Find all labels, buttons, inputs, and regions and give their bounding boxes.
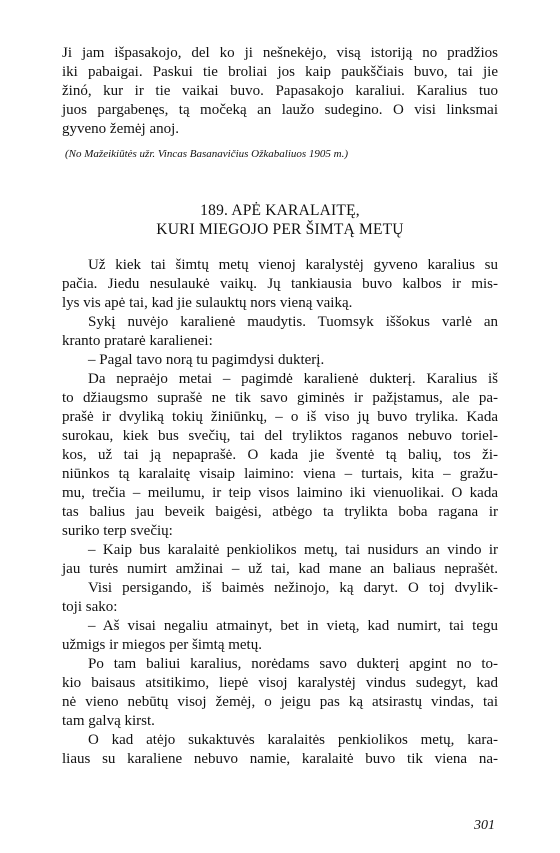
source-note: (No Mažeikiūtės užr. Vincas Basanavičius Ožkabaliuos 1905 m.) — [65, 148, 349, 160]
text-line: Da nepraėjo metai – pagimdė karalienė dukterį. Karalius iš — [88, 371, 498, 387]
tale-title-line-1: 189. APĖ KARALAITĘ, — [200, 202, 360, 219]
text-line: Ji jam išpasakojo, del ko ji nešnekėjo, visą istoriją no pradžios — [62, 45, 498, 61]
text-line: – Kaip bus karalaitė penkiolikos metų, tai nusidurs an vindo ir — [88, 542, 498, 558]
text-line: juos pargabenęs, tą močeką an laužo sudegino. O visi linksmai — [62, 102, 498, 118]
text-line: pačia. Jiedu nesulaukė vaikų. Jų tankiausia buvo kalbos ir mis- — [62, 276, 498, 292]
text-line: gyveno žemėj anoj. — [62, 121, 180, 137]
text-line: niūnkos tą karalaitę visaip laimino: viena – turtais, kita – gražu- — [62, 466, 498, 482]
text-line: žinó, kur ir tie vaikai buvo. Papasakojo karaliui. Karalius tuo — [62, 83, 498, 99]
text-line: nė vieno nebūtų visoj žemėj, o jeigu pas ką atsirastų vindas, tai — [62, 694, 498, 710]
text-line: prašė ir dvyliką tokių žiniūnkų, – o iš viso jų buvo trylika. Kada — [62, 409, 498, 425]
text-line: mu, trečia – meilumu, ir teip visos laimino iki vienuolikai. O kada — [62, 485, 498, 501]
text-line: kranto pratarė karalienei: — [62, 333, 213, 349]
text-line: O kad atėjo sukaktuvės karalaitės penkiolikos metų, kara- — [88, 732, 498, 748]
text-line: Už kiek tai šimtų metų vienoj karalystėj gyveno karalius su — [88, 257, 498, 273]
text-line: liaus su karaliene nebuvo namie, karalaitė buvo tik viena na- — [62, 751, 498, 767]
text-line: Sykį nuvėjo karalienė maudytis. Tuomsyk iššokus varlė an — [88, 314, 498, 330]
text-line: kos, už tai ją nepaprašė. O kada jie šventė tą balių, tos ži- — [62, 447, 498, 463]
text-line: – Pagal tavo norą tu pagimdysi dukterį. — [88, 352, 325, 368]
text-line: Po tam baliui karalius, norėdams savo dukterį apgint no to- — [88, 656, 498, 672]
text-line: surokau, kiek bus svečių, tai del tryliktos raganos nebuvo toriel- — [62, 428, 498, 444]
text-line: – Aš visai negaliu atmainyt, bet in vietą, kad numirt, tai tegu — [88, 618, 498, 634]
page-number: 301 — [474, 818, 495, 833]
text-line: iki pabaigai. Paskui tie broliai jos kaip paukščiais buvo, tai jie — [62, 64, 498, 80]
text-line: suriko terp svečių: — [62, 523, 173, 539]
text-line: tas balius jau beveik baigėsi, atbėgo ta trylikta boba ragana ir — [62, 504, 498, 520]
text-line: lys vis apė tai, kad jie sulauktų nors vieną vaiką. — [62, 295, 353, 311]
text-line: užmigs ir miegos per šimtą metų. — [62, 637, 262, 653]
text-line: to džiaugsmo suprašė ne tik savo giminės ir pažįstamus, ale pa- — [62, 390, 498, 406]
text-line: tam galvą kirst. — [62, 713, 155, 729]
text-line: toji sako: — [62, 599, 118, 615]
text-line: jau turės numirt amžinai – už tai, kad mane an baliaus neprašėt. — [62, 561, 498, 577]
tale-title-line-2: KURI MIEGOJO PER ŠIMTĄ METŲ — [156, 221, 404, 238]
text-line: kio baisaus atsitikimo, liepė visoj karalystėj vindus sudegyt, kad — [62, 675, 498, 691]
text-line: Visi persigando, iš baimės nežinojo, ką daryt. O toj dvylik- — [88, 580, 498, 596]
